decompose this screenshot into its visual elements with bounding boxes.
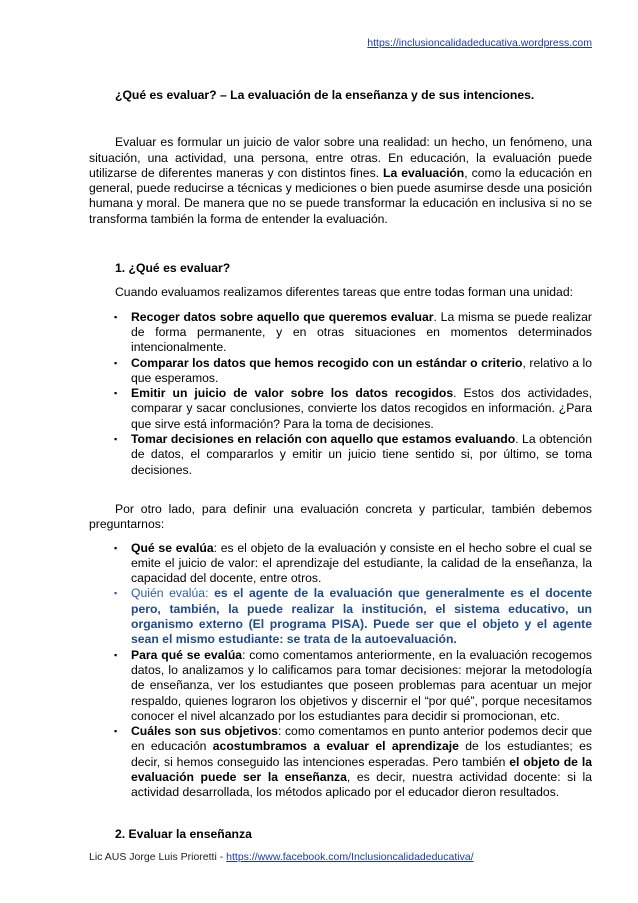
list-item-text-3: , es decir, nuestra actividad docente: si la actividad desarrollada, los métodos aplicado por el educador dieron resultados. bbox=[131, 769, 592, 800]
bullet-icon: ▪ bbox=[114, 726, 118, 737]
list-item-colon: : bbox=[205, 586, 215, 601]
document-title: ¿Qué es evaluar? – La evaluación de la enseñanza y de sus intenciones. bbox=[115, 88, 535, 102]
list-item-bold: Recoger datos sobre aquello que queremos evaluar bbox=[131, 309, 434, 324]
intro-text-c: , como la educación en general, puede reducirse a técnicas y mediciones o bien puede asumirse desde una posición humana y moral. De manera que no se puede transformar la educación en inclusiva si no se transforma también la forma de entender la evaluación. bbox=[89, 165, 592, 226]
list-item-text: . Estos dos actividades, comparar y sacar conclusiones, convierte los datos recogidos en información. ¿Para que sirve está información? Para la toma de decisiones. bbox=[131, 386, 592, 431]
list-item bbox=[89, 356, 592, 387]
list-item-objetivos bbox=[89, 724, 592, 800]
list-item-bold: Comparar los datos que hemos recogido con un estándar o criterio bbox=[131, 355, 523, 370]
list-item-bold: Para qué se evalúa bbox=[131, 647, 243, 662]
list-item-text: : como comentamos anteriormente, en la evaluación recogemos datos, lo analizamos y lo calificamos para tomar decisiones: mejorar la metodología de enseñanza, ver los estudiantes que poseen problemas para acentuar un mejor respaldo, quienes lograron los objetivos y discernir el “por qué”, porque necesitamos conocer el nivel alcanzado por los estudiantes para decidir si promocionan, etc. bbox=[131, 647, 592, 723]
list-item bbox=[89, 386, 592, 432]
questions-intro-paragraph: Por otro lado, para definir una evaluación concreta y particular, también debemos preguntarnos: bbox=[89, 501, 592, 532]
list-item-para-que-se-evalua bbox=[89, 648, 592, 724]
bullet-icon: ▪ bbox=[114, 311, 118, 322]
bullet-icon: ▪ bbox=[114, 357, 118, 368]
page-footer bbox=[89, 851, 474, 863]
document-body bbox=[89, 88, 592, 842]
bullet-icon: ▪ bbox=[114, 434, 118, 445]
section1-intro: Cuando evaluamos realizamos diferentes tareas que entre todas forman una unidad: bbox=[115, 285, 573, 300]
list-item-que-se-evalua bbox=[89, 541, 592, 587]
list-item-bold: es el agente de la evaluación que generalmente es el docente pero, también, la puede realizar la institución, el sistema educativo, un organismo externo (El programa PISA). Puede ser que el objeto y el agente sean el mismo estudiante: se trata de la autoevaluación. bbox=[131, 586, 592, 647]
bullet-icon: ▪ bbox=[114, 588, 118, 599]
section1-heading: 1. ¿Qué es evaluar? bbox=[115, 261, 231, 276]
list-item-quien-evalua bbox=[89, 586, 592, 647]
list-item-bold: Emitir un juicio de valor sobre los datos recogidos bbox=[131, 386, 454, 401]
list-item-bold: Tomar decisiones en relación con aquello que estamos evaluando bbox=[131, 432, 516, 447]
list-item-text: , relativo a lo que esperamos. bbox=[131, 355, 592, 385]
intro-bold-evaluacion: La evaluación bbox=[383, 165, 465, 180]
list-item bbox=[89, 432, 592, 478]
intro-paragraph bbox=[89, 135, 592, 227]
list-item-bold: Qué se evalúa bbox=[131, 540, 214, 555]
section2-heading: 2. Evaluar la enseñanza bbox=[115, 826, 252, 841]
footer-facebook-link[interactable]: https://www.facebook.com/Inclusioncalidadeducativa/ bbox=[226, 851, 474, 863]
list-item bbox=[89, 310, 592, 356]
questions-list bbox=[89, 541, 592, 801]
list-item-label: Quién evalúa bbox=[131, 586, 206, 601]
list-item-text: : como comentamos en punto anterior podemos decir que en educación bbox=[131, 724, 593, 754]
list-item-text: . La misma se puede realizar de forma permanente, y en otras situaciones en momentos determinados intencionalmente. bbox=[131, 309, 592, 355]
list-item-bold: Cuáles son sus objetivos bbox=[131, 724, 278, 739]
bullet-icon: ▪ bbox=[114, 388, 118, 399]
tasks-list bbox=[89, 310, 592, 478]
header-url-link[interactable]: https://inclusioncalidadeducativa.wordpress.com bbox=[367, 37, 592, 49]
list-item-bold-3: el objeto de la evaluación puede ser la enseñanza bbox=[131, 754, 592, 784]
list-item-text-2: de los estudiantes; es decir, si hemos conseguido las intenciones esperadas. Pero también bbox=[131, 739, 592, 769]
footer-author: Lic AUS Jorge Luis Prioretti - bbox=[89, 851, 227, 863]
intro-text-a: Evaluar es formular un juicio de valor sobre una realidad: un hecho, un fenómeno, una situación, una actividad, una persona, entre otras. En educación, la evaluación puede utilizarse de diferentes maneras y con distintos fines. bbox=[89, 135, 592, 180]
bullet-icon: ▪ bbox=[114, 542, 118, 553]
list-item-bold-2: acostumbramos a evaluar el aprendizaje bbox=[212, 739, 459, 754]
bullet-icon: ▪ bbox=[114, 649, 118, 660]
list-item-text: : es el objeto de la evaluación y consiste en el hecho sobre el cual se emite el juicio de valor: el aprendizaje del estudiante, la calidad de la enseñanza, la capacidad del docente, entre otros. bbox=[131, 540, 592, 586]
list-item-text: . La obtención de datos, el compararlos y emitir un juicio tiene sentido si, por último, se toma decisiones. bbox=[131, 432, 592, 477]
